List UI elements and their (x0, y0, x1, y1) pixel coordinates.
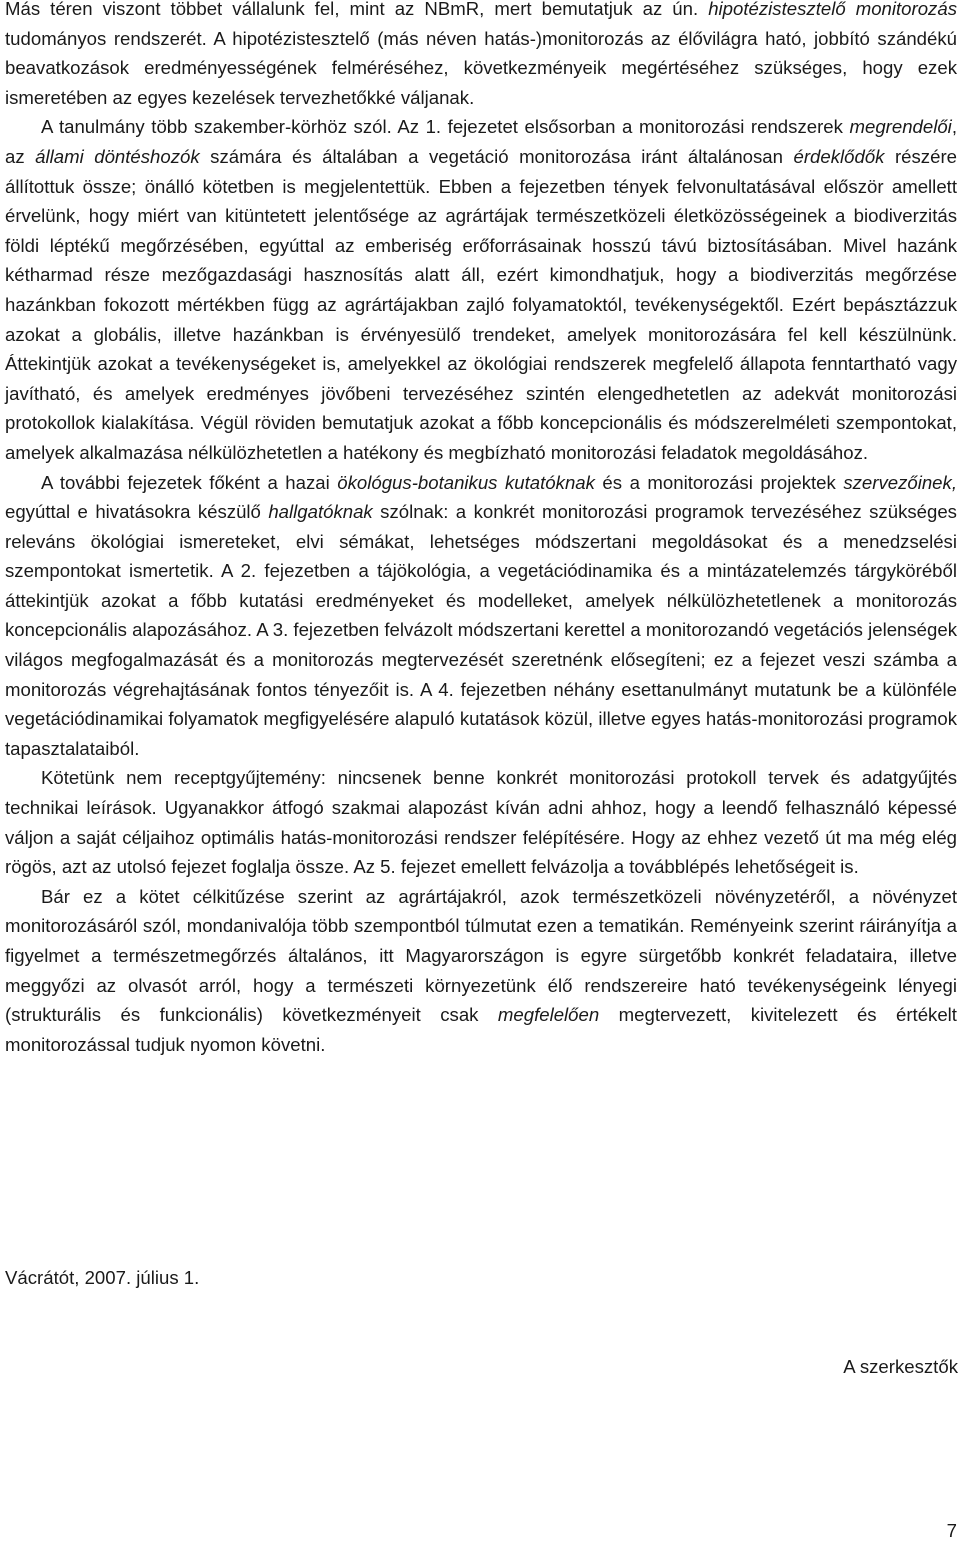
italic-run: ökológus-botanikus kutatóknak (337, 471, 595, 493)
text-run: , az (5, 116, 957, 167)
paragraph-1 (5, 0, 957, 112)
paragraph-2 (5, 112, 957, 467)
text-run: tudományos rendszerét. A hipotézistesztelő (más néven hatás-)monitorozás az élővilágra ható, jobbító szándékú beavatkozások eredményességének felméréséhez, következményeik megértéséhez szükséges, hogy ezek ismeretében az egyes kezelések tervezhetőkké váljanak. (5, 27, 957, 108)
text-run: Bár ez a kötet célkitűzése szerint az agrártájakról, azok természetközeli növényzetéről, a növényzet monitorozásáról szól, mondanivalója több szempontból túlmutat ezen a tematikán. Reményeink szerint ráirányítja a figyelmet a természetmegőrzés általános, itt Magyarországon is egyre sürgetőbb konkrét feladataira, illetve meggyőzi az olvasót arról, hogy a természeti környezetünk élő rendszereire ható tevékenységeink lényegi (strukturális és funkcionális) következményeit csak (5, 885, 957, 1026)
text-run: Kötetünk nem receptgyűjtemény: nincsenek benne konkrét monitorozási protokoll tervek és adatgyűjtés technikai leírások. Ugyanakkor átfogó szakmai alapozást kíván adni ahhoz, hogy a leendő felhasználó képessé váljon a saját céljaihoz optimális hatás-monitorozási rendszer felépítésére. Hogy az ehhez vezető út ma még elég rögös, azt az utolsó fejezet foglalja össze. Az 5. fejezet emellett felvázolja a továbblépés lehetőségeit is. (5, 767, 957, 878)
paragraph-5 (5, 882, 957, 1060)
paragraph-4 (5, 763, 957, 881)
text-run: egyúttal e hivatásokra készülő (5, 501, 269, 523)
text-run: A tanulmány több szakember-körhöz szól. Az 1. fejezetet elsősorban a monitorozási rendszerek (41, 116, 850, 138)
italic-run: megfelelően (497, 1004, 600, 1026)
page-number: 7 (946, 1520, 957, 1541)
italic-run: hallgatóknak (268, 501, 373, 523)
document-body (5, 0, 957, 1059)
italic-run: érdeklődők (793, 145, 885, 167)
italic-run: megrendelői (849, 116, 952, 138)
text-run: megtervezett, kivitelezett és értékelt monitorozással tudjuk nyomon követni. (5, 1004, 957, 1055)
text-run: szólnak: a konkrét monitorozási programok tervezéséhez szükséges releváns ökológiai ismereteket, elvi sémákat, lehetséges módszertani megoldásokat és a menedzselési szempontokat ismertetik. A 2. fejezetben a tájökológia, a vegetációdinamika és a mintázatelemzés tárgyköréből áttekintjük azokat a főbb kutatási eredményeket és modelleket, amelyek nélkülözhetetlenek a monitorozás koncepcionális alapozásához. A 3. fejezetben felvázolt módszertani kerettel a monitorozandó vegetációs jelenségek világos megfogalmazását és a monitorozás megtervezését szeretnénk elősegíteni; ez a fejezet veszi számba a monitorozás végrehajtásának fontos tényezőit is. A 4. fejezetben néhány esettanulmányt mutatunk be a különféle vegetációdinamikai folyamatok megfigyelésére alapuló kutatások közül, illetve egyes hatás-monitorozási programok tapasztalataiból. (5, 501, 957, 759)
paragraph-3 (5, 468, 957, 764)
text-run: és a monitorozási projektek (594, 471, 844, 493)
italic-run: szervezőinek, (843, 471, 957, 493)
text-run: részére állítottuk össze; önálló kötetben is megjelentettük. Ebben a fejezetben tények felvonultatásával először amellett érvelünk, hogy miért van kitüntetett jelentősége az agrártájak természetközeli életközösségeinek a biodiverzitás földi léptékű megőrzésében, egyúttal az emberiség erőforrásainak hosszú távú biztosításában. Mivel hazánk kétharmad része mezőgazdasági hasznosítás alatt áll, ezért kimondhatjuk, hogy a biodiverzitás megőrzése hazánkban fokozott mértékben függ az agrártájakban zajló folyamatoktól, tevékenységektől. Ezért bepásztázzuk azokat a globális, illetve hazánkban is érvényesülő trendeket, amelyek monitorozására fel kell készülnünk. Áttekintjük azokat a tevékenységeket is, amelyekkel az ökológiai rendszerek megfelelő állapota fenntartható vagy javítható, és amelyek eredményes jövőbeni tervezéséhez szintén elengedhetetlen az adekvát monitorozási protokollok kialakítása. Végül röviden bemutatjuk azokat a főbb koncepcionális és módszerelméleti szempontokat, amelyek alkalmazása nélkülözhetetlen a hatékony és megbízható monitorozási feladatok megoldásához. (5, 145, 957, 463)
italic-run: állami döntéshozók (35, 145, 200, 167)
text-run: A további fejezetek főként a hazai (41, 471, 338, 493)
text-run: számára és általában a vegetáció monitorozása iránt általánosan (199, 145, 794, 167)
place-and-date: Vácrátót, 2007. július 1. (5, 1267, 200, 1288)
editors-signature: A szerkesztők (843, 1356, 958, 1377)
text-run: Más téren viszont többet vállalunk fel, mint az NBmR, mert bemutatjuk az ún. (5, 0, 709, 19)
italic-run: hipotézistesztelő monitorozás (708, 0, 957, 19)
